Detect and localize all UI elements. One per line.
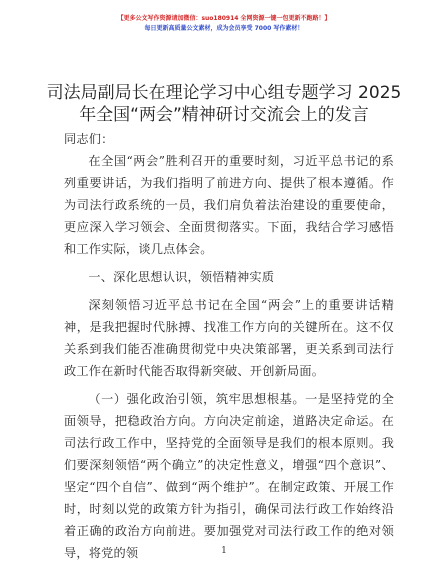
promo-banner	[0, 14, 448, 34]
document-body	[64, 128, 394, 564]
document-title	[40, 82, 408, 126]
promo-line-wechat: 【更多公文写作资源请加微信：suo180914 全网资源一键一包更新不跑路！】	[117, 15, 331, 22]
salutation: 同志们：	[64, 132, 114, 146]
promo-line-membership: 每日更新高质量公文素材，成为会员享受 7000 写作素材！	[144, 25, 304, 32]
title-line-2: 年全国“两会”精神研讨交流会上的发言	[79, 105, 369, 125]
paragraph-intro: 在全国“两会”胜利召开的重要时刻，习近平总书记的系列重要讲话，为我们指明了前进方向、提供了根本遵循。作为司法行政系统的一员，我们肩负着法治建设的重要使命，更应深入学习领会、全面贯彻落实。下面，我结合学习感悟和工作实际，谈几点体会。	[64, 154, 394, 256]
title-line-1: 司法局副局长在理论学习中心组专题学习 2025	[46, 83, 402, 103]
paragraph-section-1: 深刻领悟习近平总书记在全国“两会”上的重要讲话精神，是我把握时代脉搏、找准工作方向的关键所在。这不仅关系到我们能否准确贯彻党中央决策部署，更关系到司法行政工作在新时代能否取得新突破、开创新局面。	[64, 298, 394, 378]
paragraph-subsection-1: （一）强化政治引领，筑牢思想根基。一是坚持党的全面领导，把稳政治方向。方向决定前途，道路决定命运。在司法行政工作中，坚持党的全面领导是我们的根本原则。我们要深刻领悟“两个确立”的决定性意义，增强“四个意识”、坚定“四个自信”、做到“两个维护”。在制定政策、开展工作时，时刻以党的政策方针为指引，确保司法行政工作始终沿着正确的政治方向前进。要加强党对司法行政工作的绝对领导，将党的领	[64, 392, 394, 560]
page-number: 1	[221, 546, 227, 556]
section-heading-1: 一、深化思想认识，领悟精神实质	[88, 270, 275, 284]
